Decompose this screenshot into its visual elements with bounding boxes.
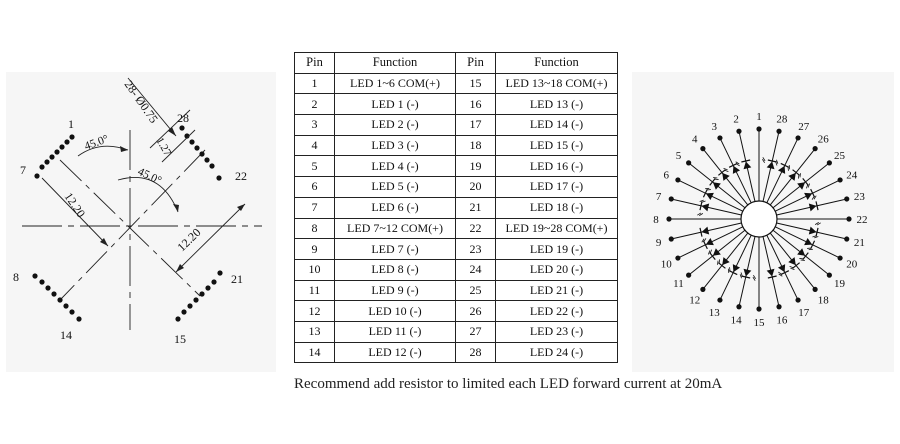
pin-cell: 28 (456, 342, 496, 363)
led-diode-icon (807, 196, 819, 212)
span-label-1: 12.20 (61, 189, 89, 221)
led-diode-icon (736, 159, 752, 171)
pin-cell: 16 (456, 94, 496, 115)
angle-label-2: 45.0° (135, 165, 164, 188)
function-cell: LED 16 (-) (496, 156, 618, 177)
function-cell: LED 21 (-) (496, 280, 618, 301)
schematic-pin-dot (844, 196, 849, 201)
pin-label-1: 1 (68, 117, 74, 131)
schematic-pin-label: 2 (733, 113, 739, 126)
schematic-pin-label: 25 (834, 149, 846, 162)
schematic-pin-label: 28 (776, 113, 788, 126)
function-cell: LED 24 (-) (496, 342, 618, 363)
function-cell: LED 6 (-) (335, 197, 456, 218)
function-cell: LED 5 (-) (335, 177, 456, 198)
pin-label-22: 22 (235, 169, 247, 183)
function-cell: LED 1~6 COM(+) (335, 73, 456, 94)
function-cell: LED 9 (-) (335, 280, 456, 301)
pin-cell: 5 (295, 156, 335, 177)
led-diode-icon (705, 177, 721, 194)
schematic-pin-label: 8 (653, 214, 659, 226)
pin-cell: 13 (295, 321, 335, 342)
schematic-pin-dot (813, 146, 818, 151)
schematic-pin-dot (827, 160, 832, 165)
pin-label-14: 14 (60, 328, 72, 342)
function-cell: LED 19~28 COM(+) (496, 218, 618, 239)
pin-cell: 24 (456, 259, 496, 280)
pin-cell: 3 (295, 115, 335, 136)
schematic-pin-dot (846, 216, 851, 221)
schematic-pin-dot (837, 177, 842, 182)
pin-cell: 25 (456, 280, 496, 301)
pin-cell: 19 (456, 156, 496, 177)
schematic-pin-label: 12 (689, 294, 701, 307)
led-diode-icon (717, 257, 734, 273)
schematic-pin-label: 23 (853, 191, 865, 204)
led-diode-icon (784, 165, 801, 181)
pin-cell: 21 (456, 197, 496, 218)
pin-cell: 12 (295, 301, 335, 322)
pin-label-8: 8 (13, 270, 19, 284)
schematic-pin-label: 4 (692, 133, 698, 146)
schematic-pin-dot (736, 304, 741, 309)
function-cell: LED 1 (-) (335, 94, 456, 115)
pin-cell: 6 (295, 177, 335, 198)
pin-cell: 22 (456, 218, 496, 239)
schematic-pin-label: 6 (663, 169, 669, 182)
schematic-pin-dot (736, 129, 741, 134)
schematic-pin-label: 16 (776, 314, 788, 327)
led-diode-icon (741, 269, 757, 281)
schematic-pin-dot (795, 135, 800, 140)
pin-cell: 23 (456, 239, 496, 260)
schematic-pin-dot (700, 146, 705, 151)
schematic-pin-dot (669, 236, 674, 241)
function-cell: LED 2 (-) (335, 115, 456, 136)
schematic-pin-label: 5 (675, 149, 682, 162)
angle-label-1: 45.0° (82, 133, 111, 153)
pitch-label: 1.27 (153, 135, 174, 159)
schematic-pin-dot (827, 273, 832, 278)
schematic-pin-label: 18 (817, 294, 829, 307)
function-cell: LED 19 (-) (496, 239, 618, 260)
led-diode-icon (699, 226, 711, 242)
function-cell: LED 13~18 COM(+) (496, 73, 618, 94)
function-cell: LED 14 (-) (496, 115, 618, 136)
function-cell: LED 13 (-) (496, 94, 618, 115)
function-cell: LED 22 (-) (496, 301, 618, 322)
pin-cell: 14 (295, 342, 335, 363)
schematic-pin-dot (795, 297, 800, 302)
header-pin-b: Pin (456, 53, 496, 74)
schematic-pin-label: 10 (660, 258, 672, 271)
pin-cell: 18 (456, 135, 496, 156)
function-cell: LED 10 (-) (335, 301, 456, 322)
schematic-pin-dot (813, 287, 818, 292)
schematic-pin-dot (837, 255, 842, 260)
schematic-pin-dot (844, 236, 849, 241)
function-cell: LED 8 (-) (335, 259, 456, 280)
pin-label-15: 15 (174, 332, 186, 346)
pin-label-21: 21 (231, 272, 243, 286)
common-hub (741, 201, 777, 237)
header-pin-a: Pin (295, 53, 335, 74)
function-cell: LED 18 (-) (496, 197, 618, 218)
function-cell: LED 11 (-) (335, 321, 456, 342)
current-limit-note: Recommend add resistor to limited each LED forward current at 20mA (294, 376, 723, 392)
schematic-pin-label: 21 (853, 236, 865, 249)
schematic-pin-label: 20 (846, 258, 858, 271)
schematic-pin-label: 17 (798, 306, 810, 319)
schematic-pin-dot (686, 160, 691, 165)
pin-cell: 8 (295, 218, 335, 239)
pin-cell: 27 (456, 321, 496, 342)
hole-spec-label: 28- Ø0.75 (121, 77, 161, 126)
led-diode-icon (697, 201, 709, 217)
schematic-pin-label: 13 (708, 306, 720, 319)
schematic-pin-label: 1 (756, 111, 762, 123)
function-cell: LED 4 (-) (335, 156, 456, 177)
pin-cell: 1 (295, 73, 335, 94)
pin-cell: 4 (295, 135, 335, 156)
schematic-pin-dot (666, 216, 671, 221)
function-cell: LED 12 (-) (335, 342, 456, 363)
schematic-pin-label: 22 (856, 214, 868, 226)
schematic-pin-label: 27 (798, 121, 810, 134)
schematic-pin-label: 9 (655, 236, 662, 249)
schematic-pin-dot (776, 304, 781, 309)
schematic-pin-dot (675, 177, 680, 182)
schematic-pin-label: 19 (834, 278, 846, 291)
schematic-pin-label: 3 (711, 121, 718, 134)
led-diode-icon (809, 221, 821, 237)
pin-cell: 20 (456, 177, 496, 198)
function-cell: LED 23 (-) (496, 321, 618, 342)
pin-cell: 10 (295, 259, 335, 280)
header-function-b: Function (496, 53, 618, 74)
led-diode-icon (766, 267, 782, 279)
pin-cell: 7 (295, 197, 335, 218)
schematic-pin-dot (756, 306, 761, 311)
function-cell: LED 15 (-) (496, 135, 618, 156)
pin-label-7: 7 (20, 163, 26, 177)
schematic-pin-label: 15 (753, 317, 765, 329)
function-cell: LED 7~12 COM(+) (335, 218, 456, 239)
pin-cell: 9 (295, 239, 335, 260)
pin-cell: 2 (295, 94, 335, 115)
header-function-a: Function (335, 53, 456, 74)
function-cell: LED 7 (-) (335, 239, 456, 260)
schematic-pin-dot (700, 287, 705, 292)
span-label-2: 12.20 (174, 225, 204, 255)
pin-cell: 17 (456, 115, 496, 136)
function-cell: LED 20 (-) (496, 259, 618, 280)
function-cell: LED 17 (-) (496, 177, 618, 198)
schematic-pin-label: 26 (817, 133, 829, 146)
schematic-pin-label: 7 (655, 191, 662, 204)
pin-cell: 15 (456, 73, 496, 94)
pin-label-28: 28 (177, 111, 189, 125)
schematic-pin-label: 11 (673, 278, 684, 291)
schematic-pin-dot (669, 196, 674, 201)
schematic-pin-dot (776, 129, 781, 134)
schematic-pin-dot (717, 297, 722, 302)
schematic-pin-dot (717, 135, 722, 140)
schematic-pin-dot (675, 255, 680, 260)
led-diode-icon (761, 157, 777, 169)
led-diode-icon (797, 244, 813, 261)
schematic-pin-dot (756, 126, 761, 131)
schematic-pin-label: 24 (846, 169, 858, 182)
function-cell: LED 3 (-) (335, 135, 456, 156)
schematic-pin-dot (686, 273, 691, 278)
pin-cell: 26 (456, 301, 496, 322)
pin-cell: 11 (295, 280, 335, 301)
schematic-pin-label: 14 (730, 314, 742, 327)
